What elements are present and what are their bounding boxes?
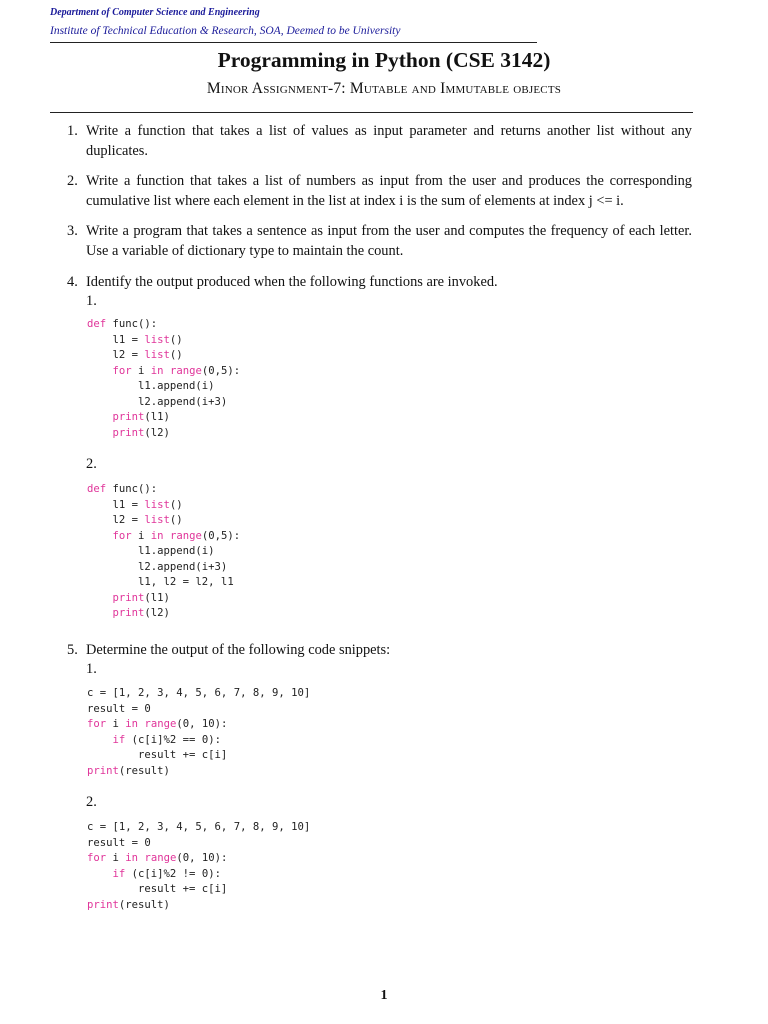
- question-number: 2.: [67, 173, 78, 189]
- subpart-label: 2.: [86, 794, 97, 810]
- department-header: Department of Computer Science and Engineering: [50, 7, 260, 18]
- page-title: Programming in Python (CSE 3142): [217, 48, 551, 72]
- subpart-label: 1.: [86, 293, 97, 309]
- title-divider: [50, 112, 693, 113]
- code-snippet: c = [1, 2, 3, 4, 5, 6, 7, 8, 9, 10] result = 0 for i in range(0, 10): if (c[i]%2 == 0): result += c[i] print(result): [87, 687, 311, 777]
- question-number: 4.: [67, 274, 78, 290]
- subpart-label: 2.: [86, 456, 97, 472]
- institute-header: Institute of Technical Education & Research, SOA, Deemed to be University: [50, 25, 401, 37]
- page-number: 1: [380, 988, 388, 1003]
- code-snippet: def func(): l1 = list() l2 = list() for i in range(0,5): l1.append(i) l2.append(i+3) print(l1) print(l2): [87, 318, 241, 439]
- question-text: Write a program that takes a sentence as input from the user and computes the frequency of each letter. Use a variable of dictionary type to maintain the count.: [86, 223, 692, 259]
- question-text: Write a function that takes a list of values as input parameter and returns another list without any duplicates.: [86, 123, 692, 159]
- question-number: 1.: [67, 123, 78, 139]
- question-text: Write a function that takes a list of numbers as input from the user and produces the corresponding cumulative list where each element in the list at index i is the sum of elements at index j <= i.: [86, 173, 692, 209]
- code-snippet: c = [1, 2, 3, 4, 5, 6, 7, 8, 9, 10] result = 0 for i in range(0, 10): if (c[i]%2 != 0): result += c[i] print(result): [87, 821, 311, 911]
- code-snippet: def func(): l1 = list() l2 = list() for i in range(0,5): l1.append(i) l2.append(i+3) l1, l2 = l2, l1 print(l1) print(l2): [87, 483, 241, 619]
- subpart-label: 1.: [86, 661, 97, 677]
- question-number: 3.: [67, 223, 78, 239]
- question-number: 5.: [67, 642, 78, 658]
- assignment-subtitle: Minor Assignment-7: Mutable and Immutable objects: [206, 80, 562, 97]
- header-divider: [50, 42, 537, 43]
- question-text: Determine the output of the following code snippets:: [86, 642, 391, 658]
- question-text: Identify the output produced when the following functions are invoked.: [86, 274, 498, 290]
